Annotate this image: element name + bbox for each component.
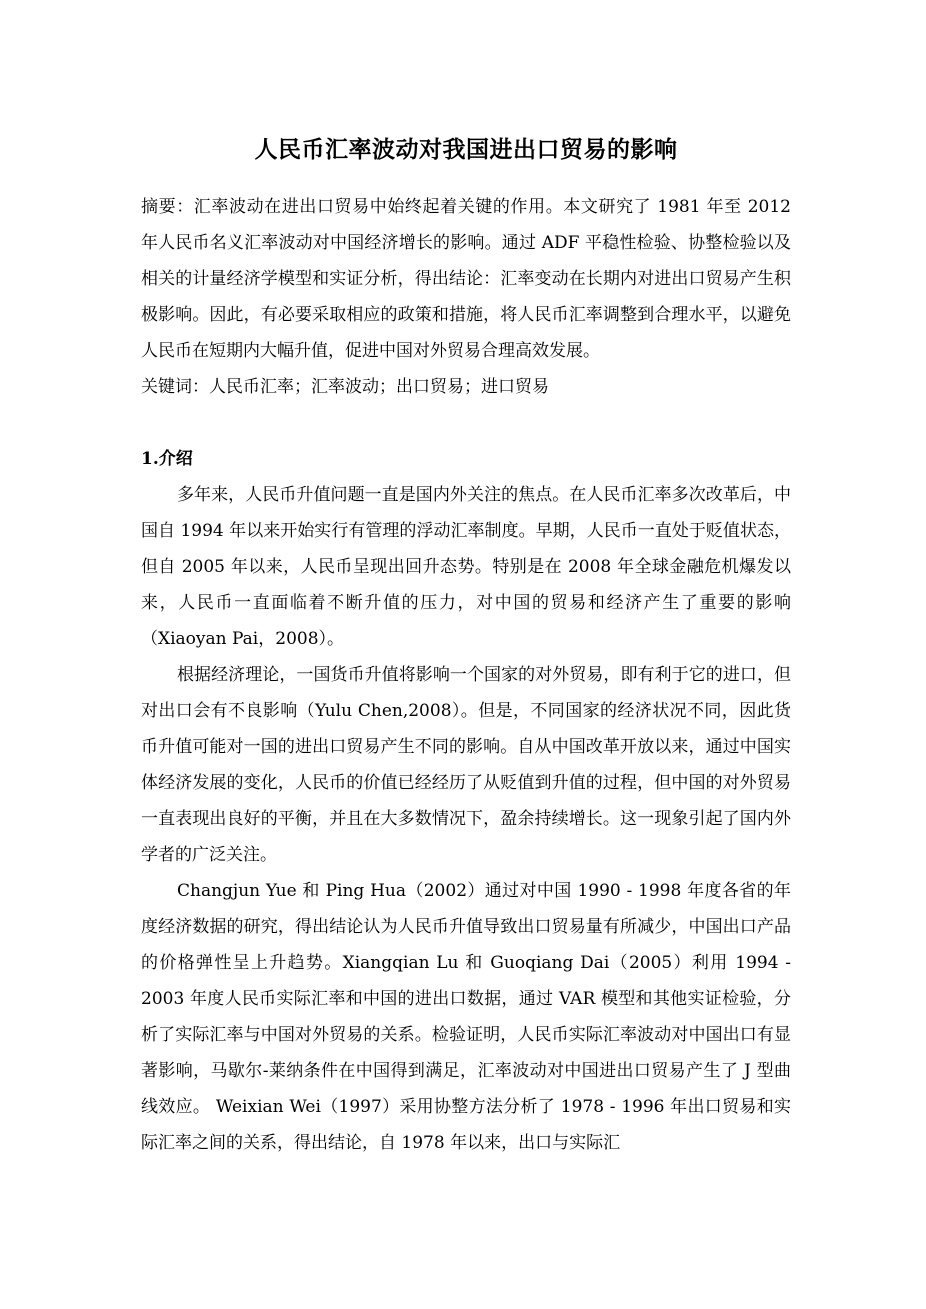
abstract: 摘要：汇率波动在进出口贸易中始终起着关键的作用。本文研究了 1981 年至 2012 年人民币名义汇率波动对中国经济增长的影响。通过 ADF 平稳性检验、协整检验以及相关的计量经济学模型和实证分析，得出结论：汇率变动在长期内对进出口贸易产生积极影响。因此，有必要采取相应的政策和措施，将人民币汇率调整到合理水平，以避免人民币在短期内大幅升值，促进中国对外贸易合理高效发展。 [141,197,791,361]
document-page [141,0,791,1309]
paragraph: Changjun Yue 和 Ping Hua（2002）通过对中国 1990 - 1998 年度各省的年度经济数据的研究，得出结论认为人民币升值导致出口贸易量有所减少，中国出口产品的价格弹性呈上升趋势。Xiangqian Lu 和 Guoqiang Dai（2005）利用 1994 - 2003 年度人民币实际汇率和中国的进出口数据，通过 VAR 模型和其他实证检验，分析了实际汇率与中国对外贸易的关系。检验证明，人民币实际汇率波动对中国出口有显著影响，马歇尔-莱纳条件在中国得到满足，汇率波动对中国进出口贸易产生了 J 型曲线效应。 Weixian Wei（1997）采用协整方法分析了 1978 - 1996 年出口贸易和实际汇率之间的关系，得出结论，自 1978 年以来，出口与实际汇 [141,881,791,1153]
keywords: 关键词：人民币汇率；汇率波动；出口贸易；进口贸易 [141,377,549,397]
paragraph: 根据经济理论，一国货币升值将影响一个国家的对外贸易，即有利于它的进口，但对出口会有不良影响（Yulu Chen,2008）。但是，不同国家的经济状况不同，因此货币升值可能对一国的进出口贸易产生不同的影响。自从中国改革开放以来，通过中国实体经济发展的变化，人民币的价值已经经历了从贬值到升值的过程，但中国的对外贸易一直表现出良好的平衡，并且在大多数情况下，盈余持续增长。这一现象引起了国内外学者的广泛关注。 [141,665,791,865]
section-heading-introduction: 1.介绍 [141,449,193,469]
section-body-introduction [141,477,791,1161]
paragraph: 多年来，人民币升值问题一直是国内外关注的焦点。在人民币汇率多次改革后，中国自 1994 年以来开始实行有管理的浮动汇率制度。早期，人民币一直处于贬值状态，但自 2005 年以来，人民币呈现出回升态势。特别是在 2008 年全球金融危机爆发以来，人民币一直面临着不断升值的压力，对中国的贸易和经济产生了重要的影响（Xiaoyan Pai，2008）。 [141,485,791,649]
paper-title: 人民币汇率波动对我国进出口贸易的影响 [254,137,678,163]
